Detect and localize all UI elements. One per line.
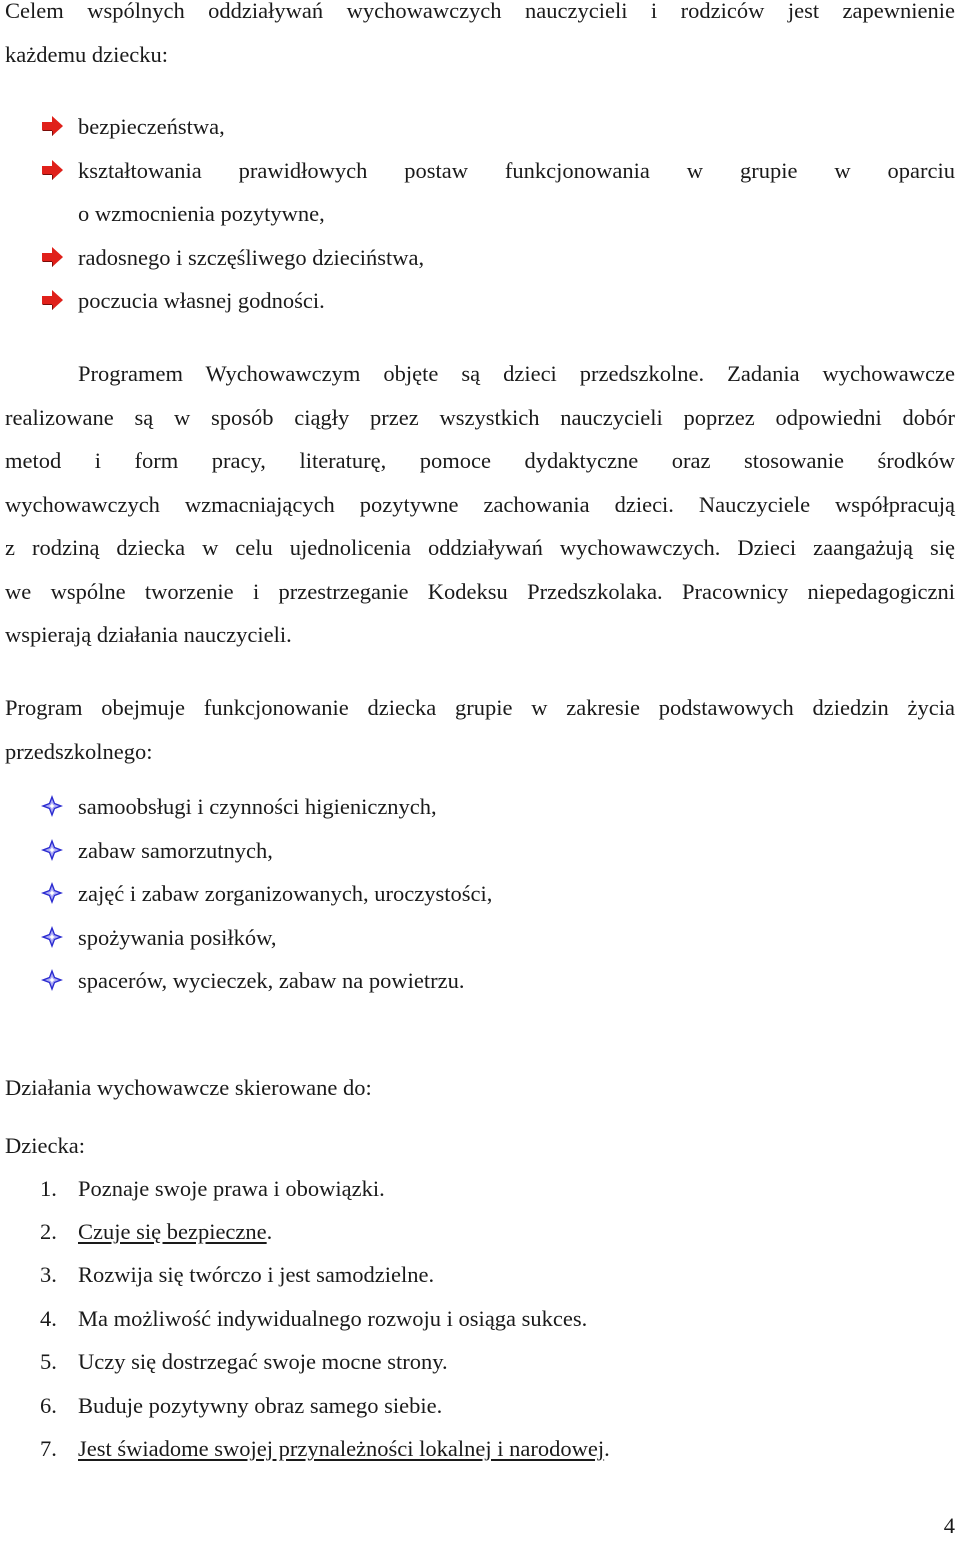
goal-item-1: bezpieczeństwa,: [78, 114, 225, 139]
program-line-4: wychowawczych wzmacniających pozytywne zachowania dzieci. Nauczyciele współpracują: [5, 492, 955, 517]
list-number: 1.: [40, 1176, 57, 1201]
red-arrow-icon: [40, 114, 64, 138]
program-line-2: realizowane są w sposób ciągły przez wszystkich nauczycieli poprzez odpowiedni dobór: [5, 405, 955, 430]
scope-item-3: zajęć i zabaw zorganizowanych, uroczystości,: [78, 881, 493, 906]
scope-line-2: przedszkolnego:: [5, 739, 153, 764]
child-item-1: Poznaje swoje prawa i obowiązki.: [78, 1176, 385, 1201]
child-item-4: Ma możliwość indywidualnego rozwoju i osiąga sukces.: [78, 1306, 588, 1331]
child-item-2-text: Czuje się bezpieczne: [78, 1219, 267, 1244]
list-number: 4.: [40, 1306, 57, 1331]
list-number: 6.: [40, 1393, 57, 1418]
program-line-3: metod i form pracy, literaturę, pomoce dydaktyczne oraz stosowanie środków: [5, 448, 955, 473]
blue-diamond-icon: [40, 925, 64, 949]
child-item-7-text: Jest świadome swojej przynależności lokalnej i narodowej: [78, 1436, 605, 1461]
child-label: Dziecka:: [5, 1133, 85, 1158]
scope-line-1: Program obejmuje funkcjonowanie dziecka grupie w zakresie podstawowych dziedzin życia: [5, 695, 955, 720]
list-number: 7.: [40, 1436, 57, 1461]
scope-item-5: spacerów, wycieczek, zabaw na powietrzu.: [78, 968, 465, 993]
child-item-7-dot: .: [604, 1436, 610, 1461]
scope-item-1: samoobsługi i czynności higienicznych,: [78, 794, 437, 819]
list-number: 5.: [40, 1349, 57, 1374]
list-number: 2.: [40, 1219, 57, 1244]
list-number: 3.: [40, 1262, 57, 1287]
child-item-5: Uczy się dostrzegać swoje mocne strony.: [78, 1349, 448, 1374]
child-item-3: Rozwija się twórczo i jest samodzielne.: [78, 1262, 435, 1287]
red-arrow-icon: [40, 158, 64, 182]
blue-diamond-icon: [40, 968, 64, 992]
goal-item-4: poczucia własnej godności.: [78, 288, 325, 313]
actions-heading: Działania wychowawcze skierowane do:: [5, 1075, 372, 1100]
goal-item-2-line-1: kształtowania prawidłowych postaw funkcjonowania w grupie w oparciu: [78, 158, 955, 183]
program-line-5: z rodziną dziecka w celu ujednolicenia oddziaływań wychowawczych. Dzieci zaangażują się: [5, 535, 955, 560]
scope-item-2: zabaw samorzutnych,: [78, 838, 273, 863]
red-arrow-icon: [40, 288, 64, 312]
program-line-1: Programem Wychowawczym objęte są dzieci przedszkolne. Zadania wychowawcze: [78, 361, 955, 386]
scope-item-4: spożywania posiłków,: [78, 925, 277, 950]
program-line-6: we wspólne tworzenie i przestrzeganie Kodeksu Przedszkolaka. Pracownicy niepedagogiczni: [5, 579, 955, 604]
child-item-6: Buduje pozytywny obraz samego siebie.: [78, 1393, 443, 1418]
child-item-2: [78, 1217, 955, 1247]
blue-diamond-icon: [40, 881, 64, 905]
goal-item-3: radosnego i szczęśliwego dzieciństwa,: [78, 245, 425, 270]
program-line-7: wspierają działania nauczycieli.: [5, 622, 292, 647]
blue-diamond-icon: [40, 794, 64, 818]
intro-line-1: Celem wspólnych oddziaływań wychowawczych nauczycieli i rodziców jest zapewnienie: [5, 0, 955, 23]
child-item-2-dot: .: [266, 1219, 273, 1244]
intro-line-2: każdemu dziecku:: [5, 42, 169, 67]
red-arrow-icon: [40, 245, 64, 269]
blue-diamond-icon: [40, 838, 64, 862]
child-item-7: [78, 1434, 955, 1464]
goal-item-2-line-2: o wzmocnienia pozytywne,: [78, 201, 325, 226]
page-number: 4: [943, 1513, 955, 1538]
